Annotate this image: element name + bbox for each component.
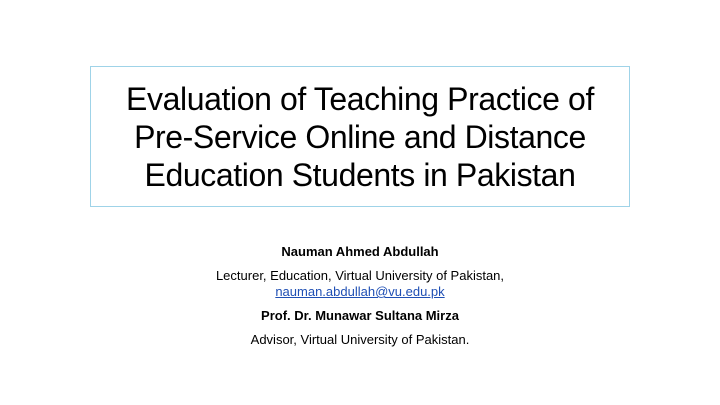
author1-affiliation: Lecturer, Education, Virtual University of Pakistan, [215, 268, 505, 283]
author2-affiliation: Advisor, Virtual University of Pakistan. [250, 332, 470, 347]
title-box [90, 66, 630, 207]
author1-email-line [0, 284, 720, 300]
title-line-2: Pre-Service Online and Distance [134, 118, 586, 155]
author1-email-link[interactable]: nauman.abdullah@vu.edu.pk [275, 284, 445, 299]
title-line-1: Evaluation of Teaching Practice of [126, 80, 594, 117]
author1-name: Nauman Ahmed Abdullah [281, 244, 439, 259]
author-block [0, 244, 720, 348]
author2-name: Prof. Dr. Munawar Sultana Mirza [261, 308, 459, 323]
title-line-3: Education Students in Pakistan [144, 156, 576, 193]
